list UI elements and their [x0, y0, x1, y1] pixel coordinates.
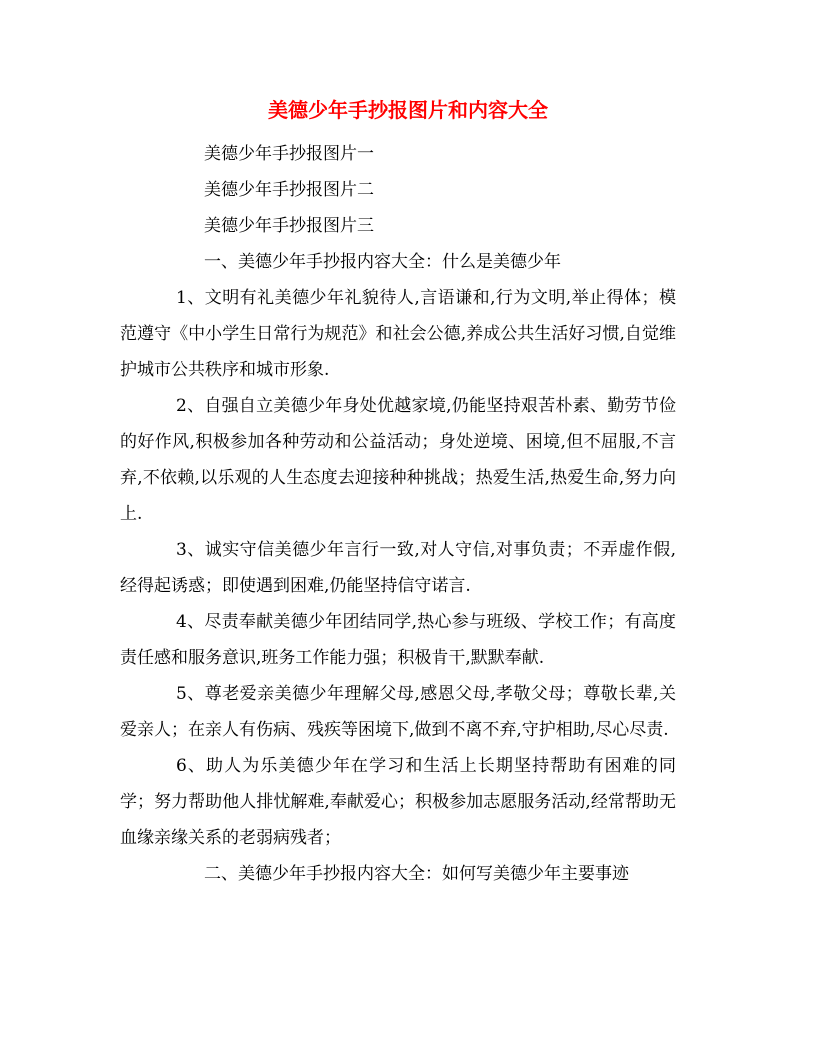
document-title: 美德少年手抄报图片和内容大全 — [268, 98, 548, 122]
image-caption-2: 美德少年手抄报图片二 — [204, 180, 374, 200]
paragraph-1: 1、文明有礼美德少年礼貌待人,言语谦和,行为文明,举止得体；模范遵守《中小学生日常行为规范》和社会公德,养成公共生活好习惯,自觉维护城市公共秩序和城市形象. — [120, 288, 676, 380]
image-caption-3: 美德少年手抄报图片三 — [204, 216, 374, 236]
paragraph-3: 3、诚实守信美德少年言行一致,对人守信,对事负责；不弄虚作假,经得起诱惑；即使遇到困难,仍能坚持信守诺言. — [120, 540, 676, 596]
paragraph-6: 6、助人为乐美德少年在学习和生活上长期坚持帮助有困难的同学；努力帮助他人排忧解难,奉献爱心；积极参加志愿服务活动,经常帮助无血缘亲缘关系的老弱病残者； — [120, 756, 676, 848]
image-caption-1: 美德少年手抄报图片一 — [204, 144, 374, 164]
section-2-heading: 二、美德少年手抄报内容大全：如何写美德少年主要事迹 — [204, 864, 629, 884]
section-1-heading: 一、美德少年手抄报内容大全：什么是美德少年 — [204, 252, 561, 272]
paragraph-4: 4、尽责奉献美德少年团结同学,热心参与班级、学校工作；有高度责任感和服务意识,班务工作能力强；积极肯干,默默奉献. — [120, 612, 676, 668]
paragraph-2: 2、自强自立美德少年身处优越家境,仍能坚持艰苦朴素、勤劳节俭的好作风,积极参加各种劳动和公益活动；身处逆境、困境,但不屈服,不言弃,不依赖,以乐观的人生态度去迎接种种挑战；热爱生活,热爱生命,努力向上. — [120, 396, 676, 524]
document-body — [120, 136, 676, 892]
paragraph-5: 5、尊老爱亲美德少年理解父母,感恩父母,孝敬父母；尊敬长辈,关爱亲人；在亲人有伤病、残疾等困境下,做到不离不弃,守护相助,尽心尽责. — [120, 684, 676, 740]
